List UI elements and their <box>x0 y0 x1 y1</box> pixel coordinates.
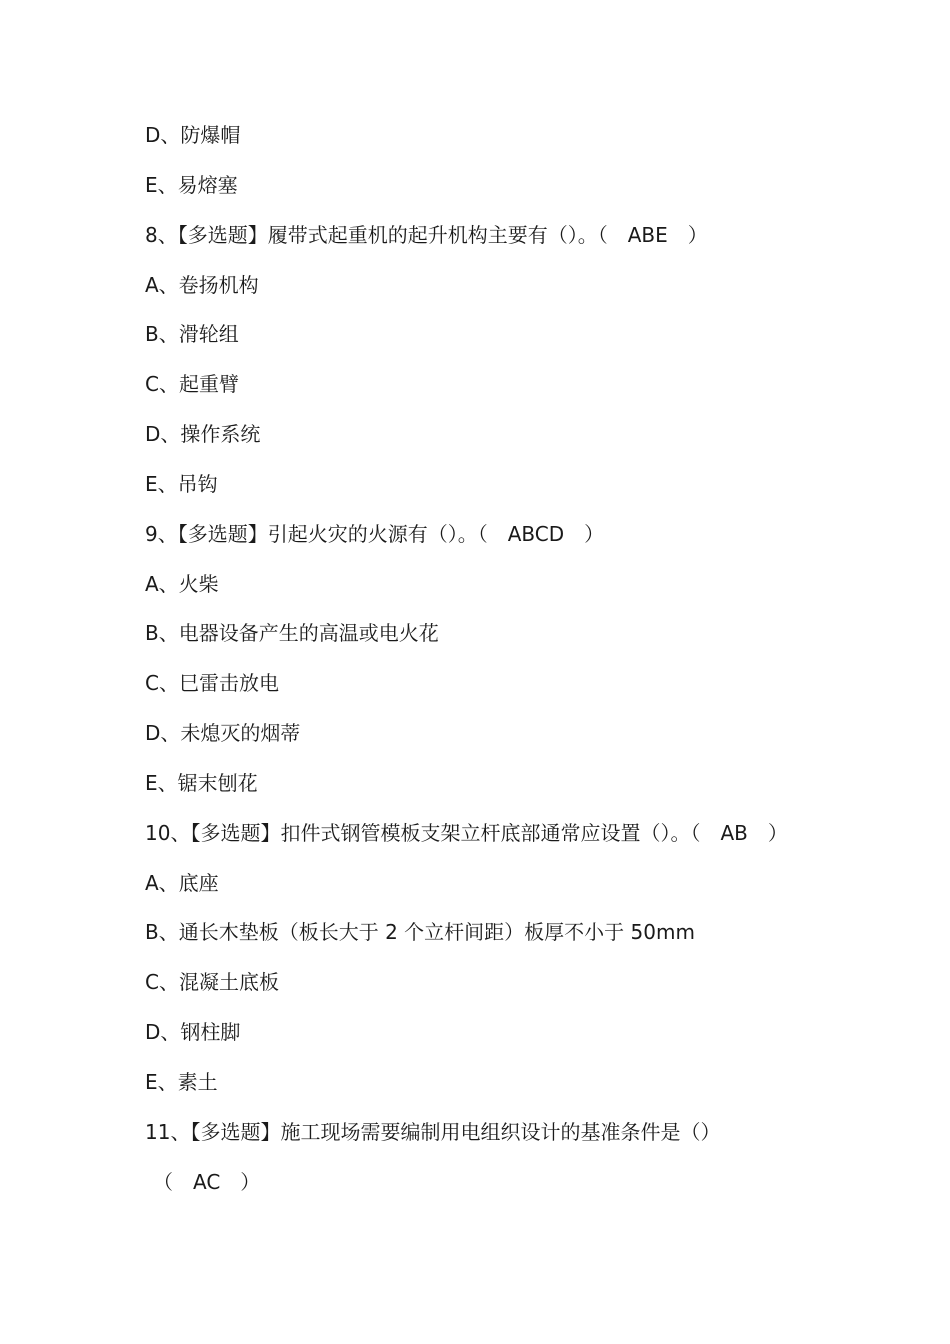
option-9e: E、锯末刨花 <box>145 771 258 795</box>
question-8: 8、【多选题】履带式起重机的起升机构主要有（）。（ ABE ） <box>145 223 708 247</box>
option-10e: E、素土 <box>145 1070 218 1094</box>
option-8e: E、吊钩 <box>145 472 218 496</box>
option-9a: A、火柴 <box>145 572 219 596</box>
option-9b: B、电器设备产生的高温或电火花 <box>145 621 439 645</box>
option-10d: D、钢柱脚 <box>145 1020 241 1044</box>
option-10b: B、通长木垫板（板长大于 2 个立杆间距）板厚不小于 50mm <box>145 920 695 944</box>
option-8c: C、起重臂 <box>145 372 239 396</box>
option-8a: A、卷扬机构 <box>145 273 259 297</box>
option-7e: E、易熔塞 <box>145 173 238 197</box>
question-10: 10、【多选题】扣件式钢管模板支架立杆底部通常应设置（）。（ AB ） <box>145 821 788 845</box>
option-9c: C、巳雷击放电 <box>145 671 279 695</box>
question-9: 9、【多选题】引起火灾的火源有（）。（ ABCD ） <box>145 522 605 546</box>
option-9d: D、未熄灭的烟蒂 <box>145 721 301 745</box>
option-7d: D、防爆帽 <box>145 123 241 147</box>
question-11-answer: （ AC ） <box>153 1170 261 1194</box>
option-10a: A、底座 <box>145 871 219 895</box>
option-10c: C、混凝土底板 <box>145 970 279 994</box>
option-8b: B、滑轮组 <box>145 322 239 346</box>
option-8d: D、操作系统 <box>145 422 261 446</box>
question-11: 11、【多选题】施工现场需要编制用电组织设计的基准条件是（） <box>145 1120 721 1144</box>
